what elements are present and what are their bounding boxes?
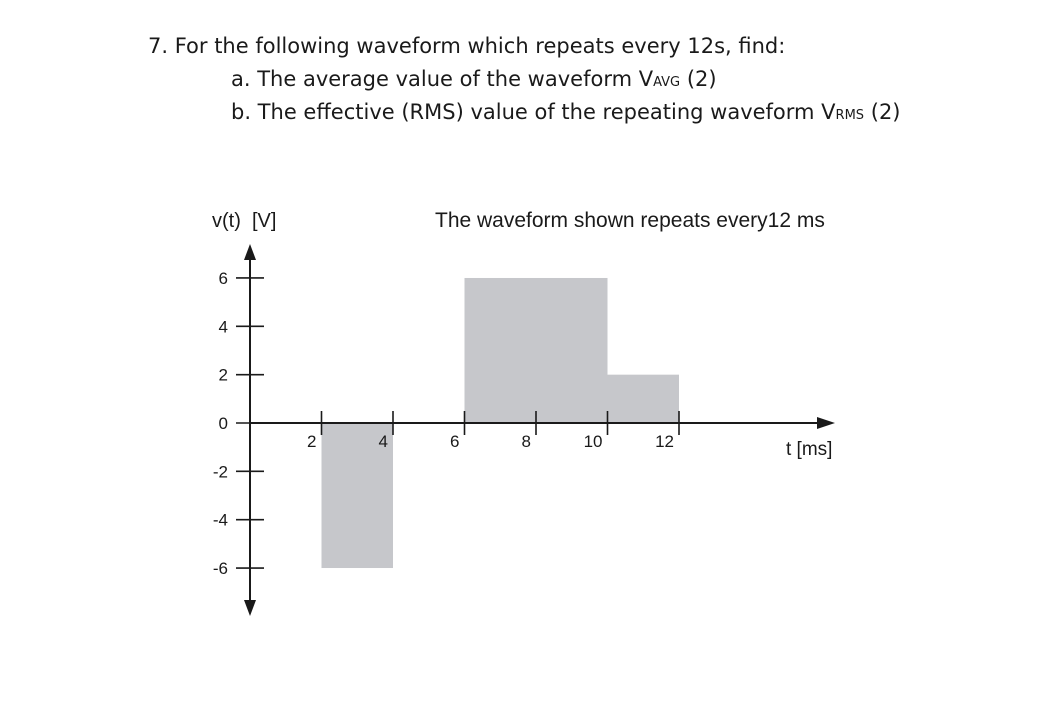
- x-axis-arrow: [817, 417, 835, 429]
- waveform-segment-3: [465, 278, 608, 423]
- waveform-segment-4: [608, 375, 680, 423]
- x-tick-label-2: 6: [450, 432, 460, 451]
- x-axis-label: t [ms]: [786, 439, 833, 460]
- chart-title: The waveform shown repeats every12 ms: [435, 209, 825, 232]
- x-tick-label-3: 8: [521, 432, 531, 451]
- question-title: 7. For the following waveform which repeats every 12s, find:: [148, 34, 786, 58]
- y-tick-label-5: -4: [212, 510, 228, 530]
- question-part-b: b. The effective (RMS) value of the repeating waveform VRMS (2): [231, 100, 901, 124]
- x-tick-label-5: 12: [655, 432, 674, 451]
- y-tick-label-1: 4: [218, 317, 228, 337]
- y-axis-label: v(t) [V]: [212, 210, 277, 232]
- x-tick-label-0: 2: [307, 432, 317, 451]
- y-tick-label-3: 0: [218, 414, 228, 433]
- y-tick-label-6: -6: [212, 559, 228, 579]
- question-part-a: a. The average value of the waveform VAVG (2): [231, 67, 717, 91]
- y-axis-arrow-down: [244, 600, 256, 616]
- y-tick-label-2: 2: [218, 365, 228, 385]
- x-tick-label-1: 4: [378, 432, 388, 451]
- x-tick-label-4: 10: [583, 432, 603, 451]
- vavg-subscript: AVG: [653, 75, 681, 90]
- y-tick-label-4: -2: [212, 462, 228, 482]
- vrms-subscript: RMS: [835, 108, 865, 123]
- y-axis-arrow-up: [244, 244, 256, 260]
- y-tick-label-0: 6: [218, 268, 228, 288]
